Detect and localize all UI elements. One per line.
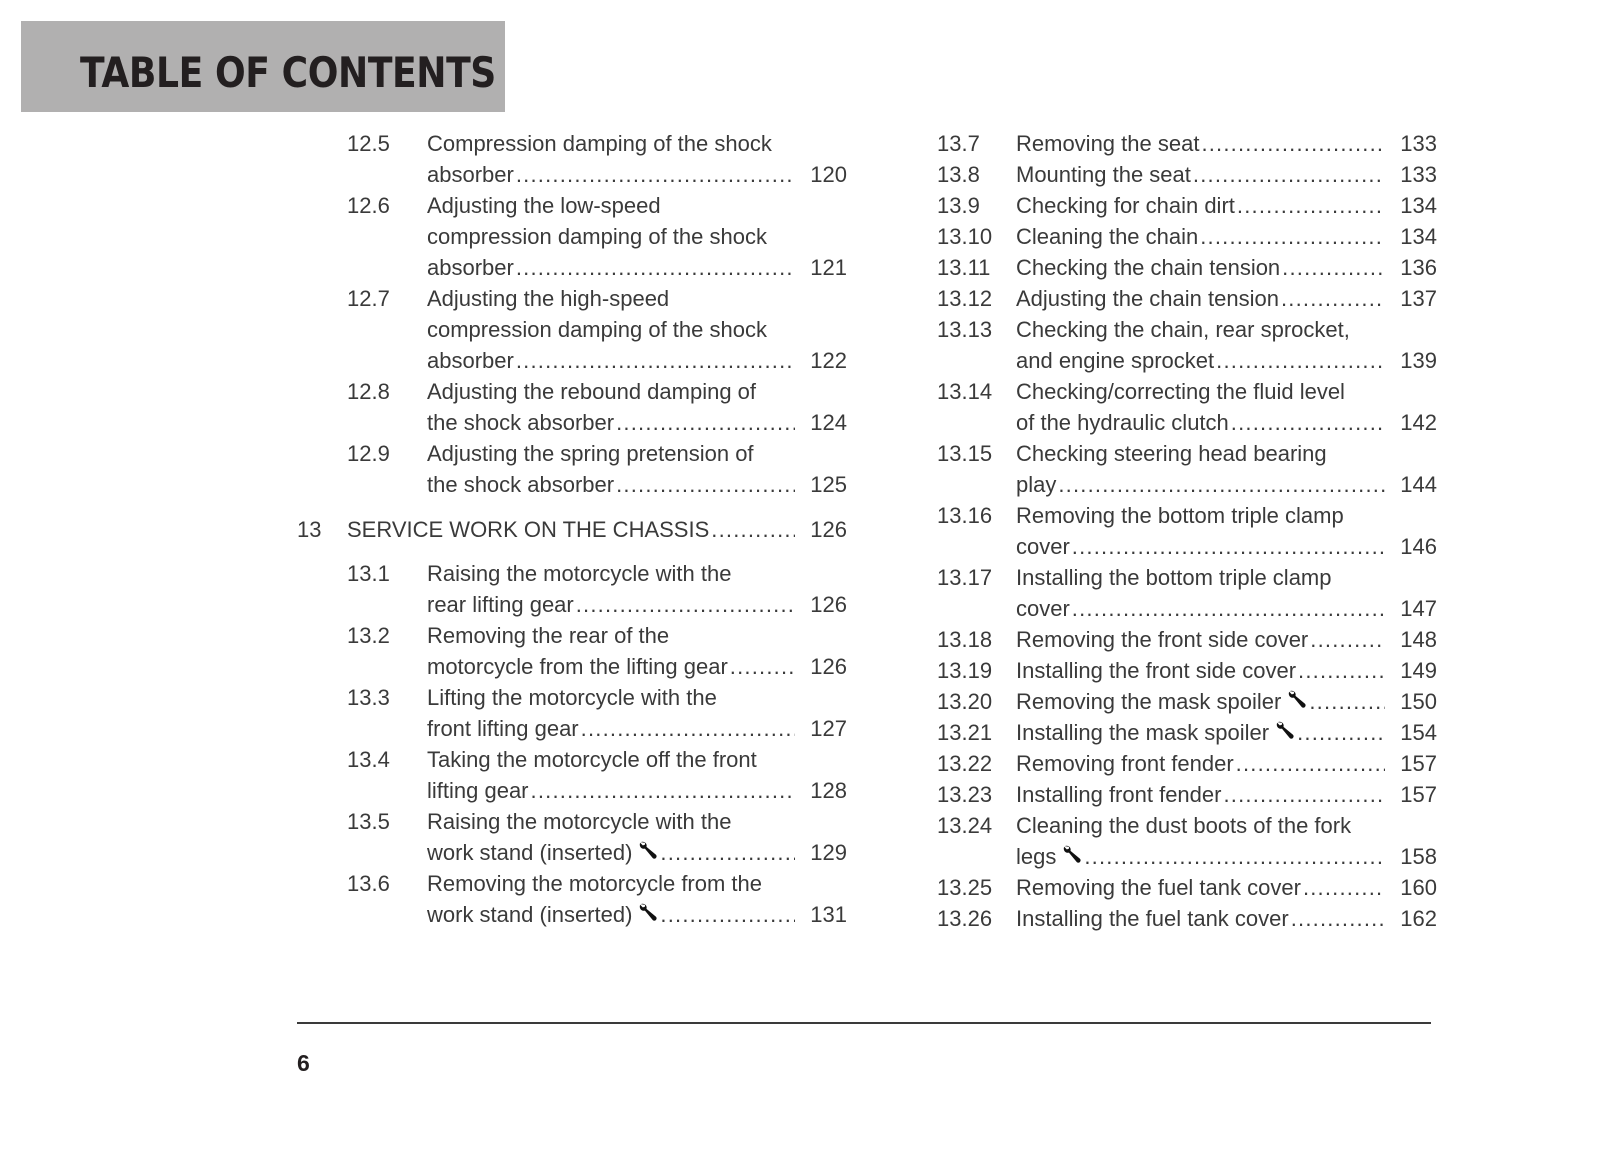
- toc-entry-page[interactable]: 127: [810, 716, 847, 741]
- toc-entry[interactable]: [297, 868, 847, 930]
- toc-entry[interactable]: [297, 376, 847, 438]
- dot-leader: [531, 775, 795, 806]
- toc-entry[interactable]: [937, 190, 1437, 221]
- toc-entry-title: Removing the bottom triple clamp: [1016, 503, 1344, 528]
- toc-right-column: [937, 128, 1437, 934]
- toc-entry-number: 13.15: [937, 441, 993, 466]
- toc-entry-title: SERVICE WORK ON THE CHASSIS: [347, 517, 710, 542]
- toc-entry-page[interactable]: 158: [1400, 844, 1437, 869]
- toc-entry[interactable]: [937, 810, 1437, 872]
- toc-entry-number: 12.7: [347, 286, 390, 311]
- toc-entry-number: 13.13: [937, 317, 993, 342]
- toc-entry[interactable]: [937, 903, 1437, 934]
- toc-entry-page[interactable]: 144: [1400, 472, 1437, 497]
- toc-left-column: [297, 128, 847, 930]
- toc-entry-title: Raising the motorcycle with the: [427, 809, 732, 834]
- toc-entry-page[interactable]: 137: [1400, 286, 1437, 311]
- toc-entry-title: and engine sprocket: [1016, 348, 1215, 373]
- toc-entry-title: the shock absorber: [427, 472, 615, 497]
- toc-entry-title: absorber: [427, 162, 514, 187]
- toc-entry[interactable]: [937, 779, 1437, 810]
- toc-entry[interactable]: [937, 655, 1437, 686]
- toc-entry[interactable]: [297, 128, 847, 190]
- toc-entry[interactable]: [297, 744, 847, 806]
- dot-leader: [1231, 407, 1385, 438]
- wrench-icon: [1287, 686, 1307, 706]
- toc-entry-number: 13.20: [937, 689, 993, 714]
- toc-entry-number: 13.12: [937, 286, 993, 311]
- toc-entry-title: Removing the rear of the: [427, 623, 670, 648]
- toc-entry[interactable]: [937, 624, 1437, 655]
- toc-entry-title: legs: [1016, 844, 1057, 869]
- toc-entry-page[interactable]: 139: [1400, 348, 1437, 373]
- toc-entry-number: 13.5: [347, 809, 390, 834]
- toc-entry-title: Installing the mask spoiler: [1016, 720, 1270, 745]
- toc-entry[interactable]: [937, 686, 1437, 717]
- toc-entry-title: Installing front fender: [1016, 782, 1222, 807]
- toc-entry-title: the shock absorber: [427, 410, 615, 435]
- toc-entry-number: 13.10: [937, 224, 993, 249]
- dot-leader: [1282, 252, 1385, 283]
- toc-entry-title: Removing the mask spoiler: [1016, 689, 1282, 714]
- toc-entry-title: Mounting the seat: [1016, 162, 1191, 187]
- toc-entry-title: cover: [1016, 596, 1070, 621]
- wrench-icon: [638, 837, 658, 857]
- dot-leader: [660, 899, 795, 930]
- dot-leader: [1216, 345, 1385, 376]
- toc-entry[interactable]: [937, 872, 1437, 903]
- toc-entry[interactable]: [937, 376, 1437, 438]
- toc-entry-title: Cleaning the dust boots of the fork: [1016, 813, 1352, 838]
- toc-entry-title: of the hydraulic clutch: [1016, 410, 1229, 435]
- dot-leader: [1072, 593, 1385, 624]
- dot-leader: [1303, 872, 1385, 903]
- toc-entry-page[interactable]: 157: [1400, 782, 1437, 807]
- toc-entry-page[interactable]: 157: [1400, 751, 1437, 776]
- toc-entry-page[interactable]: 136: [1400, 255, 1437, 280]
- toc-entry-page[interactable]: 126: [810, 592, 847, 617]
- footer-rule: [297, 1022, 1431, 1024]
- dot-leader: [576, 589, 795, 620]
- toc-entry-number: 12.6: [347, 193, 390, 218]
- toc-entry[interactable]: [937, 159, 1437, 190]
- toc-entry-page[interactable]: 134: [1400, 193, 1437, 218]
- toc-entry-page[interactable]: 126: [810, 517, 847, 542]
- toc-entry-title: Adjusting the high-speed: [427, 286, 670, 311]
- dot-leader: [1201, 128, 1385, 159]
- dot-leader: [1309, 686, 1385, 717]
- dot-leader: [1058, 469, 1385, 500]
- toc-entry-title: Adjusting the chain tension: [1016, 286, 1279, 311]
- toc-entry-page[interactable]: 150: [1400, 689, 1437, 714]
- toc-entry-title: motorcycle from the lifting gear: [427, 654, 728, 679]
- toc-entry-number: 13: [297, 517, 322, 542]
- dot-leader: [1281, 283, 1385, 314]
- toc-entry-title: Removing the front side cover: [1016, 627, 1309, 652]
- toc-entry-title: Taking the motorcycle off the front: [427, 747, 757, 772]
- toc-entry-number: 13.6: [347, 871, 390, 896]
- toc-entry-page[interactable]: 146: [1400, 534, 1437, 559]
- toc-entry[interactable]: [297, 438, 847, 500]
- toc-entry-title: Compression damping of the shock: [427, 131, 772, 156]
- dot-leader: [1072, 531, 1385, 562]
- toc-entry-title: Adjusting the spring pretension of: [427, 441, 754, 466]
- toc-entry-title: Installing the fuel tank cover: [1016, 906, 1289, 931]
- toc-entry-number: 13.9: [937, 193, 980, 218]
- dot-leader: [1223, 779, 1385, 810]
- toc-entry-page[interactable]: 129: [810, 840, 847, 865]
- toc-entry-title: front lifting gear: [427, 716, 579, 741]
- dot-leader: [516, 252, 795, 283]
- toc-entry-page[interactable]: 124: [810, 410, 847, 435]
- toc-entry-title: rear lifting gear: [427, 592, 574, 617]
- toc-entry-title: Cleaning the chain: [1016, 224, 1199, 249]
- toc-entry-title: Installing the bottom triple clamp: [1016, 565, 1332, 590]
- toc-entry-number: 13.19: [937, 658, 993, 683]
- toc-entry-number: 13.7: [937, 131, 980, 156]
- toc-entry-page[interactable]: 134: [1400, 224, 1437, 249]
- toc-entry[interactable]: [937, 438, 1437, 500]
- toc-entry-number: 13.26: [937, 906, 993, 931]
- toc-entry-title: Raising the motorcycle with the: [427, 561, 732, 586]
- toc-entry-page[interactable]: 149: [1400, 658, 1437, 683]
- toc-entry-title: Removing front fender: [1016, 751, 1234, 776]
- dot-leader: [1237, 190, 1385, 221]
- toc-entry-page[interactable]: 131: [810, 902, 847, 927]
- toc-entry[interactable]: [937, 221, 1437, 252]
- toc-entry[interactable]: [297, 620, 847, 682]
- toc-entry-number: 13.3: [347, 685, 390, 710]
- toc-entry-page[interactable]: 125: [810, 472, 847, 497]
- toc-entry-title: Adjusting the low-speed: [427, 193, 661, 218]
- toc-chapter-entry[interactable]: [297, 514, 847, 545]
- toc-entry-title: Checking/correcting the fluid level: [1016, 379, 1345, 404]
- toc-entry-page[interactable]: 142: [1400, 410, 1437, 435]
- dot-leader: [1291, 903, 1385, 934]
- wrench-icon: [638, 899, 658, 919]
- dot-leader: [616, 469, 795, 500]
- dot-leader: [1298, 655, 1385, 686]
- toc-entry-title: cover: [1016, 534, 1070, 559]
- dot-leader: [616, 407, 795, 438]
- dot-leader: [516, 159, 795, 190]
- dot-leader: [1193, 159, 1385, 190]
- dot-leader: [1236, 748, 1385, 779]
- toc-entry-number: 13.17: [937, 565, 993, 590]
- toc-entry-number: 12.9: [347, 441, 390, 466]
- toc-entry-title: Checking the chain tension: [1016, 255, 1281, 280]
- toc-entry-page[interactable]: 160: [1400, 875, 1437, 900]
- dot-leader: [516, 345, 795, 376]
- toc-entry-number: 13.25: [937, 875, 993, 900]
- toc-entry[interactable]: [297, 682, 847, 744]
- toc-entry-page[interactable]: 122: [810, 348, 847, 373]
- toc-entry-number: 13.11: [937, 255, 991, 280]
- toc-entry-number: 13.18: [937, 627, 993, 652]
- toc-entry-number: 13.1: [347, 561, 390, 586]
- toc-entry-page[interactable]: 120: [810, 162, 847, 187]
- toc-entry-title: absorber: [427, 255, 514, 280]
- toc-entry-title: Checking steering head bearing: [1016, 441, 1327, 466]
- toc-entry-number: 12.8: [347, 379, 390, 404]
- dot-leader: [730, 651, 795, 682]
- toc-entry[interactable]: [297, 190, 847, 283]
- dot-leader: [711, 514, 795, 545]
- toc-entry-number: 13.22: [937, 751, 993, 776]
- toc-entry-title: work stand (inserted): [427, 902, 633, 927]
- wrench-icon: [1275, 717, 1295, 737]
- toc-entry-number: 13.8: [937, 162, 980, 187]
- toc-entry-number: 13.21: [937, 720, 993, 745]
- toc-entry-number: 13.4: [347, 747, 390, 772]
- toc-entry-number: 13.2: [347, 623, 390, 648]
- dot-leader: [1200, 221, 1385, 252]
- toc-entry[interactable]: [937, 252, 1437, 283]
- toc-entry[interactable]: [937, 128, 1437, 159]
- toc-entry[interactable]: [937, 562, 1437, 624]
- toc-entry-title: Lifting the motorcycle with the: [427, 685, 717, 710]
- dot-leader: [660, 837, 795, 868]
- toc-entry-page[interactable]: 133: [1400, 162, 1437, 187]
- toc-entry-title: Removing the fuel tank cover: [1016, 875, 1301, 900]
- toc-entry[interactable]: [937, 717, 1437, 748]
- page-number: 6: [297, 1050, 310, 1076]
- toc-entry-page[interactable]: 121: [810, 255, 847, 280]
- toc-entry-title: Installing the front side cover: [1016, 658, 1297, 683]
- toc-entry-title: Checking the chain, rear sprocket,: [1016, 317, 1350, 342]
- toc-entry-number: 13.24: [937, 813, 993, 838]
- toc-entry[interactable]: [297, 806, 847, 868]
- toc-entry[interactable]: [297, 558, 847, 620]
- toc-entry-title: absorber: [427, 348, 514, 373]
- dot-leader: [581, 713, 795, 744]
- toc-entry-page[interactable]: 133: [1400, 131, 1437, 156]
- toc-entry[interactable]: [937, 283, 1437, 314]
- toc-entry-page[interactable]: 154: [1400, 720, 1437, 745]
- toc-entry-title: Adjusting the rebound damping of: [427, 379, 757, 404]
- toc-entry-title: work stand (inserted): [427, 840, 633, 865]
- dot-leader: [1084, 841, 1385, 872]
- toc-entry-number: 13.23: [937, 782, 993, 807]
- dot-leader: [1297, 717, 1385, 748]
- page-title: TABLE OF CONTENTS: [80, 48, 496, 97]
- toc-entry-title: lifting gear: [427, 778, 529, 803]
- toc-entry-title: compression damping of the shock: [427, 224, 767, 249]
- toc-entry-page[interactable]: 147: [1400, 596, 1437, 621]
- toc-entry-title: play: [1016, 472, 1057, 497]
- toc-entry-page[interactable]: 126: [810, 654, 847, 679]
- toc-entry[interactable]: [297, 283, 847, 376]
- toc-entry-number: 13.14: [937, 379, 993, 404]
- toc-entry-title: Removing the motorcycle from the: [427, 871, 763, 896]
- toc-entry[interactable]: [937, 500, 1437, 562]
- toc-entry-title: compression damping of the shock: [427, 317, 767, 342]
- toc-entry-page[interactable]: 162: [1400, 906, 1437, 931]
- wrench-icon: [1062, 841, 1082, 861]
- toc-entry-page[interactable]: 148: [1400, 627, 1437, 652]
- dot-leader: [1310, 624, 1385, 655]
- toc-entry[interactable]: [937, 314, 1437, 376]
- toc-entry-page[interactable]: 128: [810, 778, 847, 803]
- toc-entry-title: Checking for chain dirt: [1016, 193, 1235, 218]
- toc-entry-number: 13.16: [937, 503, 993, 528]
- toc-entry-number: 12.5: [347, 131, 390, 156]
- toc-entry-title: Removing the seat: [1016, 131, 1200, 156]
- toc-entry[interactable]: [937, 748, 1437, 779]
